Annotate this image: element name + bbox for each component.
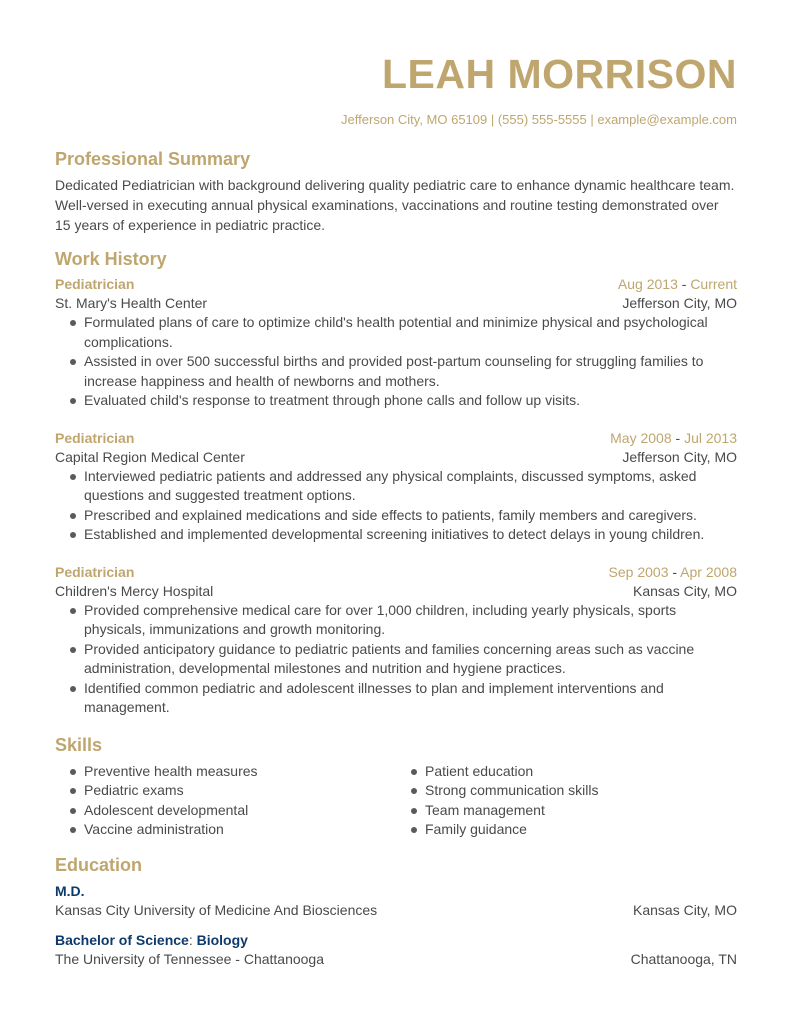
candidate-name: LEAH MORRISON: [382, 51, 737, 97]
bullet-icon: [70, 827, 76, 833]
bullet-icon: [70, 686, 76, 692]
summary-heading: Professional Summary: [55, 149, 251, 169]
list-item: Patient education: [425, 762, 737, 782]
resume-page: [55, 48, 737, 969]
job-dates: May 2008 - Jul 2013: [610, 429, 737, 446]
list-item: Preventive health measures: [84, 762, 396, 782]
list-item: Established and implemented developmental screening initiatives to detect delays in young children.: [84, 525, 737, 545]
degree-title: M.D.: [55, 882, 85, 899]
bullet-icon: [70, 769, 76, 775]
education-entry: [55, 882, 737, 920]
list-item: Prescribed and explained medications and side effects to patients, family members and caregivers.: [84, 506, 737, 526]
bullet-icon: [70, 808, 76, 814]
list-item: Vaccine administration: [84, 820, 396, 840]
bullet-icon: [70, 532, 76, 538]
list-item: Assisted in over 500 successful births and provided post-partum counseling for struggling families to increase happiness and health of newborns and mothers.: [84, 352, 737, 391]
bullet-icon: [70, 608, 76, 614]
list-item: Adolescent developmental: [84, 801, 396, 821]
job-dates: Sep 2003 - Apr 2008: [608, 563, 737, 580]
job-dates: Aug 2013 - Current: [617, 276, 737, 292]
job-bullets: [55, 313, 737, 411]
job-title: Pediatrician: [55, 563, 135, 580]
job-bullets: [55, 601, 737, 718]
bullet-icon: [70, 359, 76, 365]
bullet-icon: [411, 769, 417, 775]
job-employer: St. Mary's Health Center: [55, 295, 208, 311]
bullet-icon: [70, 647, 76, 653]
list-item: Provided anticipatory guidance to pediatric patients and families concerning areas such as vaccine administration, developmental milestones and nutrition and hygiene practices.: [84, 640, 737, 679]
bullet-icon: [70, 474, 76, 480]
contact-info: Jefferson City, MO 65109 | (555) 555-5555 | example@example.com: [341, 112, 737, 127]
skills-list: [55, 762, 737, 840]
bullet-icon: [411, 808, 417, 814]
skills-heading: Skills: [55, 734, 103, 755]
bullet-icon: [70, 788, 76, 794]
list-item: Formulated plans of care to optimize child's health potential and minimize physical and psychological complications.: [84, 313, 737, 352]
list-item: Strong communication skills: [425, 781, 737, 801]
job-entry: [55, 429, 737, 545]
degree-title: Bachelor of Science: Biology: [55, 931, 248, 948]
job-title: Pediatrician: [55, 429, 135, 446]
list-item: Interviewed pediatric patients and addressed any physical complaints, discussed symptoms, asked questions and suggested treatment options.: [84, 467, 737, 506]
school-name: The University of Tennessee - Chattanooga: [55, 950, 325, 967]
job-entry: [55, 563, 737, 718]
education-heading: Education: [55, 854, 143, 875]
bullet-icon: [70, 320, 76, 326]
school-location: Chattanooga, TN: [630, 950, 737, 967]
summary-text: Dedicated Pediatrician with background delivering quality pediatric care to enhance dynamic healthcare team. Well-versed in executing annual physical examinations, vaccinations and routine testing demonstrated over 15 years of experience in pediatric practice.: [55, 177, 735, 233]
bullet-icon: [70, 398, 76, 404]
list-item: Evaluated child's response to treatment through phone calls and follow up visits.: [84, 391, 737, 411]
school-name: Kansas City University of Medicine And Biosciences: [55, 901, 378, 918]
list-item: Team management: [425, 801, 737, 821]
bullet-icon: [411, 827, 417, 833]
job-location: Jefferson City, MO: [622, 448, 737, 465]
job-bullets: [55, 467, 737, 545]
job-entry: [55, 275, 737, 411]
skills-column-left: [55, 762, 396, 840]
bullet-icon: [411, 788, 417, 794]
skills-column-right: [396, 762, 737, 840]
list-item: Family guidance: [425, 820, 737, 840]
school-location: Kansas City, MO: [633, 901, 737, 918]
list-item: Identified common pediatric and adolescent illnesses to plan and implement interventions and management.: [84, 679, 737, 718]
job-employer: Capital Region Medical Center: [55, 448, 245, 465]
bullet-icon: [70, 513, 76, 519]
job-location: Kansas City, MO: [633, 582, 737, 599]
job-employer: Children's Mercy Hospital: [55, 582, 214, 599]
list-item: Pediatric exams: [84, 781, 396, 801]
education-entry: [55, 931, 737, 969]
work-history-heading: Work History: [55, 249, 167, 269]
job-location: Jefferson City, MO: [622, 295, 737, 311]
list-item: Provided comprehensive medical care for over 1,000 children, including yearly physicals, sports physicals, immunizations and growth monitoring.: [84, 601, 737, 640]
job-title: Pediatrician: [55, 276, 135, 292]
